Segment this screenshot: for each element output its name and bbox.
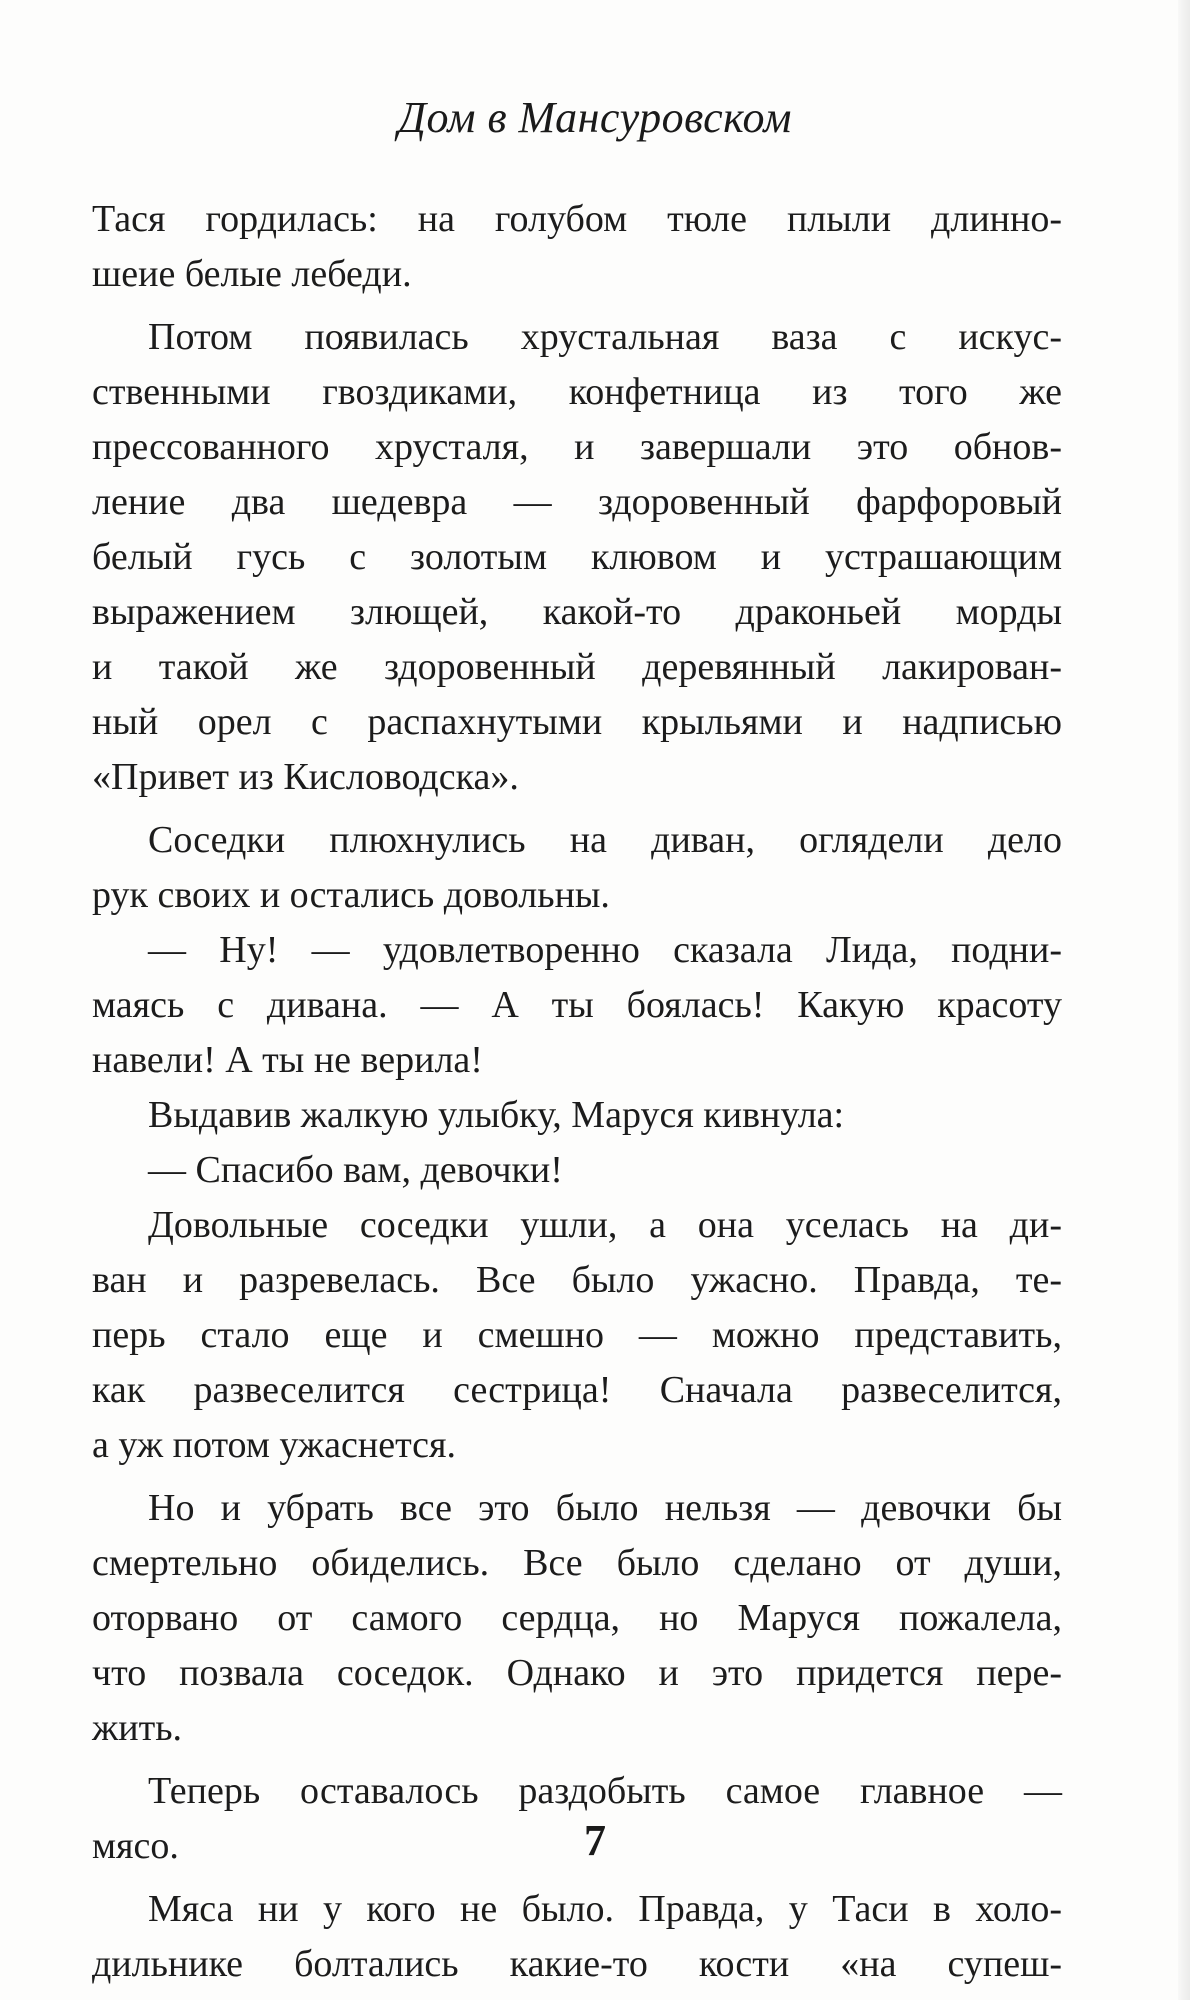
text-line: — Ну! — удовлетворенно сказала Лида, подни- bbox=[148, 929, 1062, 971]
text-line: Довольные соседки ушли, а она уселась на ди- bbox=[148, 1204, 1062, 1246]
text-line: — Спасибо вам, девочки! bbox=[148, 1149, 563, 1191]
text-line: белый гусь с золотым клювом и устрашающим bbox=[92, 536, 1062, 578]
text-line: оторвано от самого сердца, но Маруся пожалела, bbox=[92, 1597, 1062, 1639]
text-line: Теперь оставалось раздобыть самое главное — bbox=[148, 1770, 1062, 1812]
text-line: Мяса ни у кого не было. Правда, у Таси в холо- bbox=[148, 1888, 1062, 1930]
running-head: Дом в Мансуровском bbox=[398, 93, 792, 142]
text-line: Соседки плюхнулись на диван, оглядели дело bbox=[148, 819, 1062, 861]
text-line: Потом появилась хрустальная ваза с искус- bbox=[148, 316, 1062, 358]
text-line: как развеселится сестрица! Сначала развеселится, bbox=[92, 1369, 1062, 1411]
page-number: 7 bbox=[584, 1816, 606, 1865]
text-line: ный орел с распахнутыми крыльями и надписью bbox=[92, 701, 1062, 743]
text-line: смертельно обиделись. Все было сделано от души, bbox=[92, 1542, 1062, 1584]
text-line: и такой же здоровенный деревянный лакирован- bbox=[92, 646, 1062, 688]
text-line: что позвала соседок. Однако и это придется пере- bbox=[92, 1652, 1062, 1694]
text-line: «Привет из Кисловодска». bbox=[92, 756, 519, 798]
text-line: ление два шедевра — здоровенный фарфоровый bbox=[92, 481, 1062, 523]
text-line: Выдавив жалкую улыбку, Маруся кивнула: bbox=[148, 1094, 845, 1136]
text-line: шеие белые лебеди. bbox=[92, 253, 412, 295]
body-text bbox=[92, 192, 1062, 1992]
text-line: ван и разревелась. Все было ужасно. Правда, те- bbox=[92, 1259, 1062, 1301]
page-edge-shadow bbox=[1178, 0, 1190, 2000]
text-line: ственными гвоздиками, конфетница из того же bbox=[92, 371, 1062, 413]
text-line: Но и убрать все это было нельзя — девочки бы bbox=[148, 1487, 1062, 1529]
text-line: прессованного хрусталя, и завершали это обнов- bbox=[92, 426, 1062, 468]
text-line: дильнике болтались какие-то кости «на супеш- bbox=[92, 1943, 1062, 1985]
text-line: Тася гордилась: на голубом тюле плыли длинно- bbox=[92, 198, 1062, 240]
text-line: маясь с дивана. — А ты боялась! Какую красоту bbox=[92, 984, 1062, 1026]
text-line: мясо. bbox=[92, 1825, 179, 1867]
text-line: выражением злющей, какой-то драконьей морды bbox=[92, 591, 1062, 633]
text-line: перь стало еще и смешно — можно представить, bbox=[92, 1314, 1062, 1356]
text-line: рук своих и остались довольны. bbox=[92, 874, 610, 916]
text-line: жить. bbox=[92, 1707, 183, 1749]
text-line: навели! А ты не верила! bbox=[92, 1039, 483, 1081]
text-line: а уж потом ужаснется. bbox=[92, 1424, 456, 1466]
